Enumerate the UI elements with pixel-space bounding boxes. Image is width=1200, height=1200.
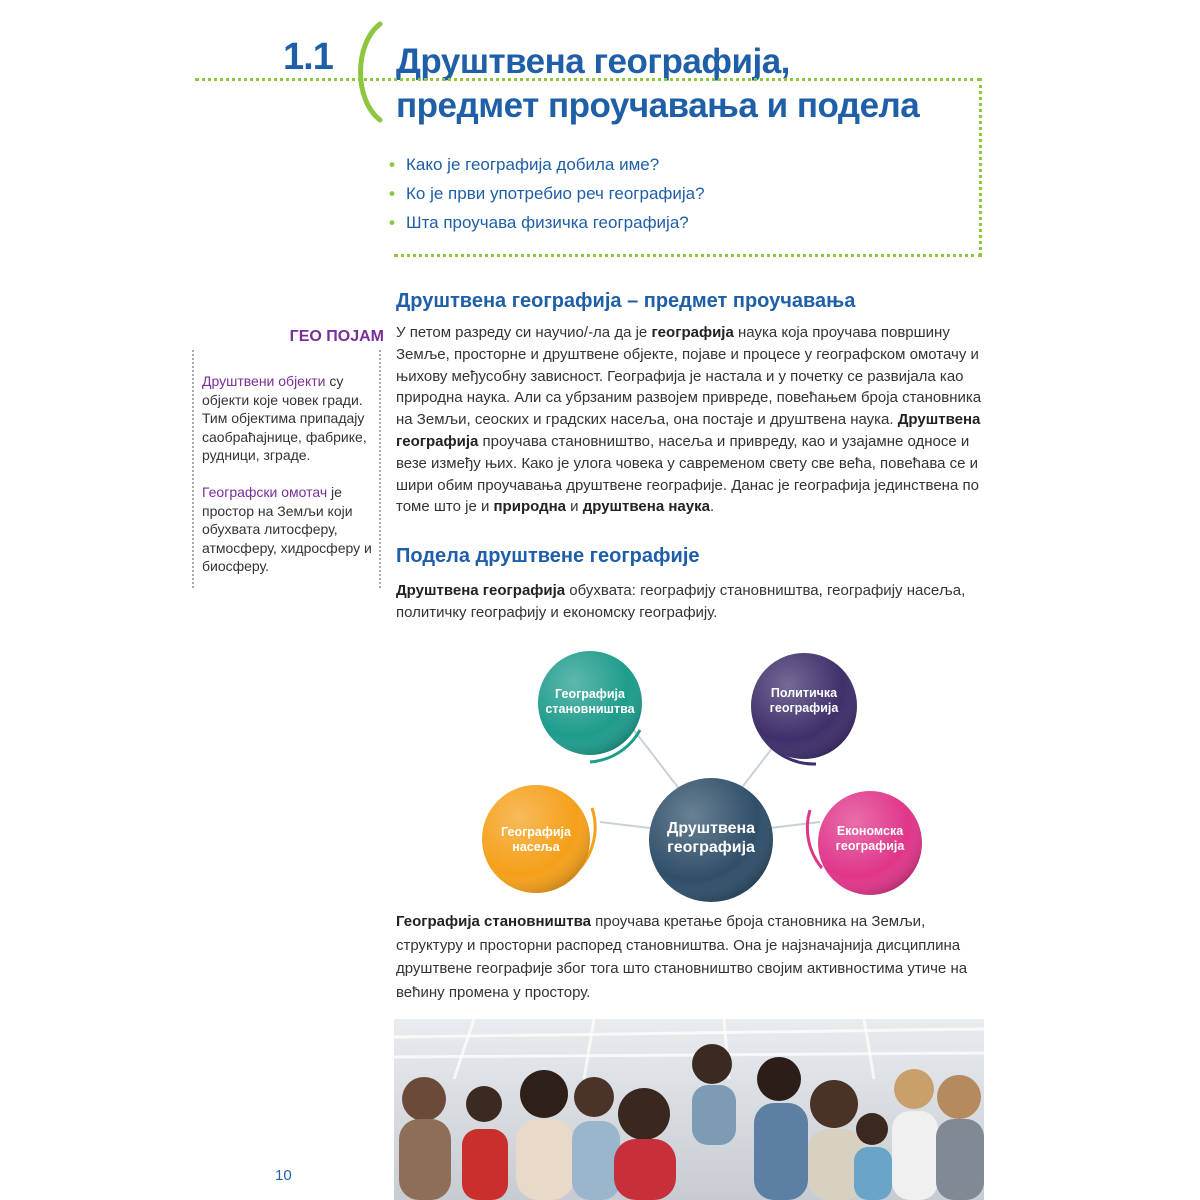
sidebar-definition: су објекти које човек гради. Тим објектима припадају саобраћајнице, фабрике, рудници, зграде. [202, 373, 367, 463]
bubble-label: географија [769, 701, 839, 715]
bold-term: Друштвена географија [396, 582, 566, 599]
bubble-social-geography [649, 778, 773, 902]
page-title-line1: Друштвена географија, [396, 42, 790, 81]
bold-term: Друштвена географија [396, 411, 981, 450]
section-heading: Подела друштвене географије [396, 545, 700, 567]
bubble-label: насеља [512, 840, 560, 854]
sidebar-title: ГЕО ПОЈАМ [289, 328, 384, 345]
social-geography-diagram [470, 640, 950, 910]
bubble-label: Економска [836, 824, 904, 838]
question-item: • Ко је први употребио реч географија? [386, 179, 705, 208]
bubble-label: становништва [545, 702, 635, 716]
page-title-line2: предмет проучавања и подела [396, 86, 920, 125]
sidebar-entry [202, 372, 376, 465]
text-run: У петом разреду си научио/-ла да је [396, 324, 652, 341]
dotted-divider-bottom [394, 254, 982, 257]
section-heading: Друштвена географија – предмет проучавања [396, 290, 856, 312]
text-run: и [566, 498, 583, 516]
sidebar-term: Друштвени објекти [202, 373, 326, 389]
text-run: наука која проучава површину Земље, просторне и друштвене објекте, појаве и процесе у географском омотачу и њихову међусобну зависност. Географија је настала и у почетку се развијала као природна наука. Али са убрзаним развојем привреде, повећањем броја становника на Земљи, сеоских и градских насеља, она постаје и друштвена наука. [396, 324, 982, 429]
paragraph [396, 580, 990, 624]
text-run: проучава становништво, насеља и привреду, као и узајамне односе и везе између њих. Како је улога човека у савременом свету све већа, повећава се и шири обим проучавања друштвене географије. Данас је географија јединствена по томе што је и [396, 432, 979, 516]
sidebar-border-left [192, 350, 194, 588]
bubble-label: Географија [501, 825, 571, 839]
page-number: 10 [275, 1167, 292, 1184]
bubble-settlement-geography [482, 785, 595, 893]
bubble-political-geography [751, 653, 857, 764]
paragraph [396, 322, 990, 518]
bold-term: природна [493, 498, 566, 516]
sidebar-border-right [379, 350, 381, 588]
bold-term: Географија становништва [396, 913, 591, 930]
green-bracket-decoration [346, 20, 386, 124]
bubble-economic-geography [807, 791, 922, 895]
section-number: 1.1 [283, 36, 333, 78]
question-item: • Како је географија добила име? [386, 150, 705, 179]
text-run: проучава кретање броја становника на Земљи, структуру и просторни распоред становништва. Она је најзначајнија дисциплина друштвене географије због тога што становништво својим активностима утиче на већину промена у простору. [396, 913, 968, 1001]
page-title [396, 40, 1006, 128]
question-item: • Шта проучава физичка географија? [386, 208, 705, 237]
text-run: обухвата: географију становништва, географију насеља, политичку географију и економску географију. [396, 582, 966, 621]
bubble-label: географија [835, 839, 905, 853]
intro-questions [386, 150, 705, 237]
bold-term: географија [651, 324, 734, 341]
bubble-label: географија [667, 839, 755, 856]
group-of-people-photo [394, 1019, 984, 1200]
dotted-divider-right [979, 78, 982, 256]
sidebar-term: Географски омотач [202, 484, 328, 500]
paragraph [396, 910, 990, 1004]
sidebar-definition: је простор на Земљи који обухвата литосферу, атмосферу, хидросферу и биосферу. [202, 484, 372, 574]
bubble-label: Политичка [770, 686, 838, 700]
text-run: . [709, 498, 715, 516]
dotted-divider-top [195, 78, 981, 81]
bubble-label: Друштвена [666, 820, 756, 837]
bubble-label: Географија [555, 687, 625, 701]
sidebar-entry [202, 483, 376, 576]
bold-term: друштвена наука [582, 498, 710, 516]
bubble-population-geography [538, 651, 642, 762]
